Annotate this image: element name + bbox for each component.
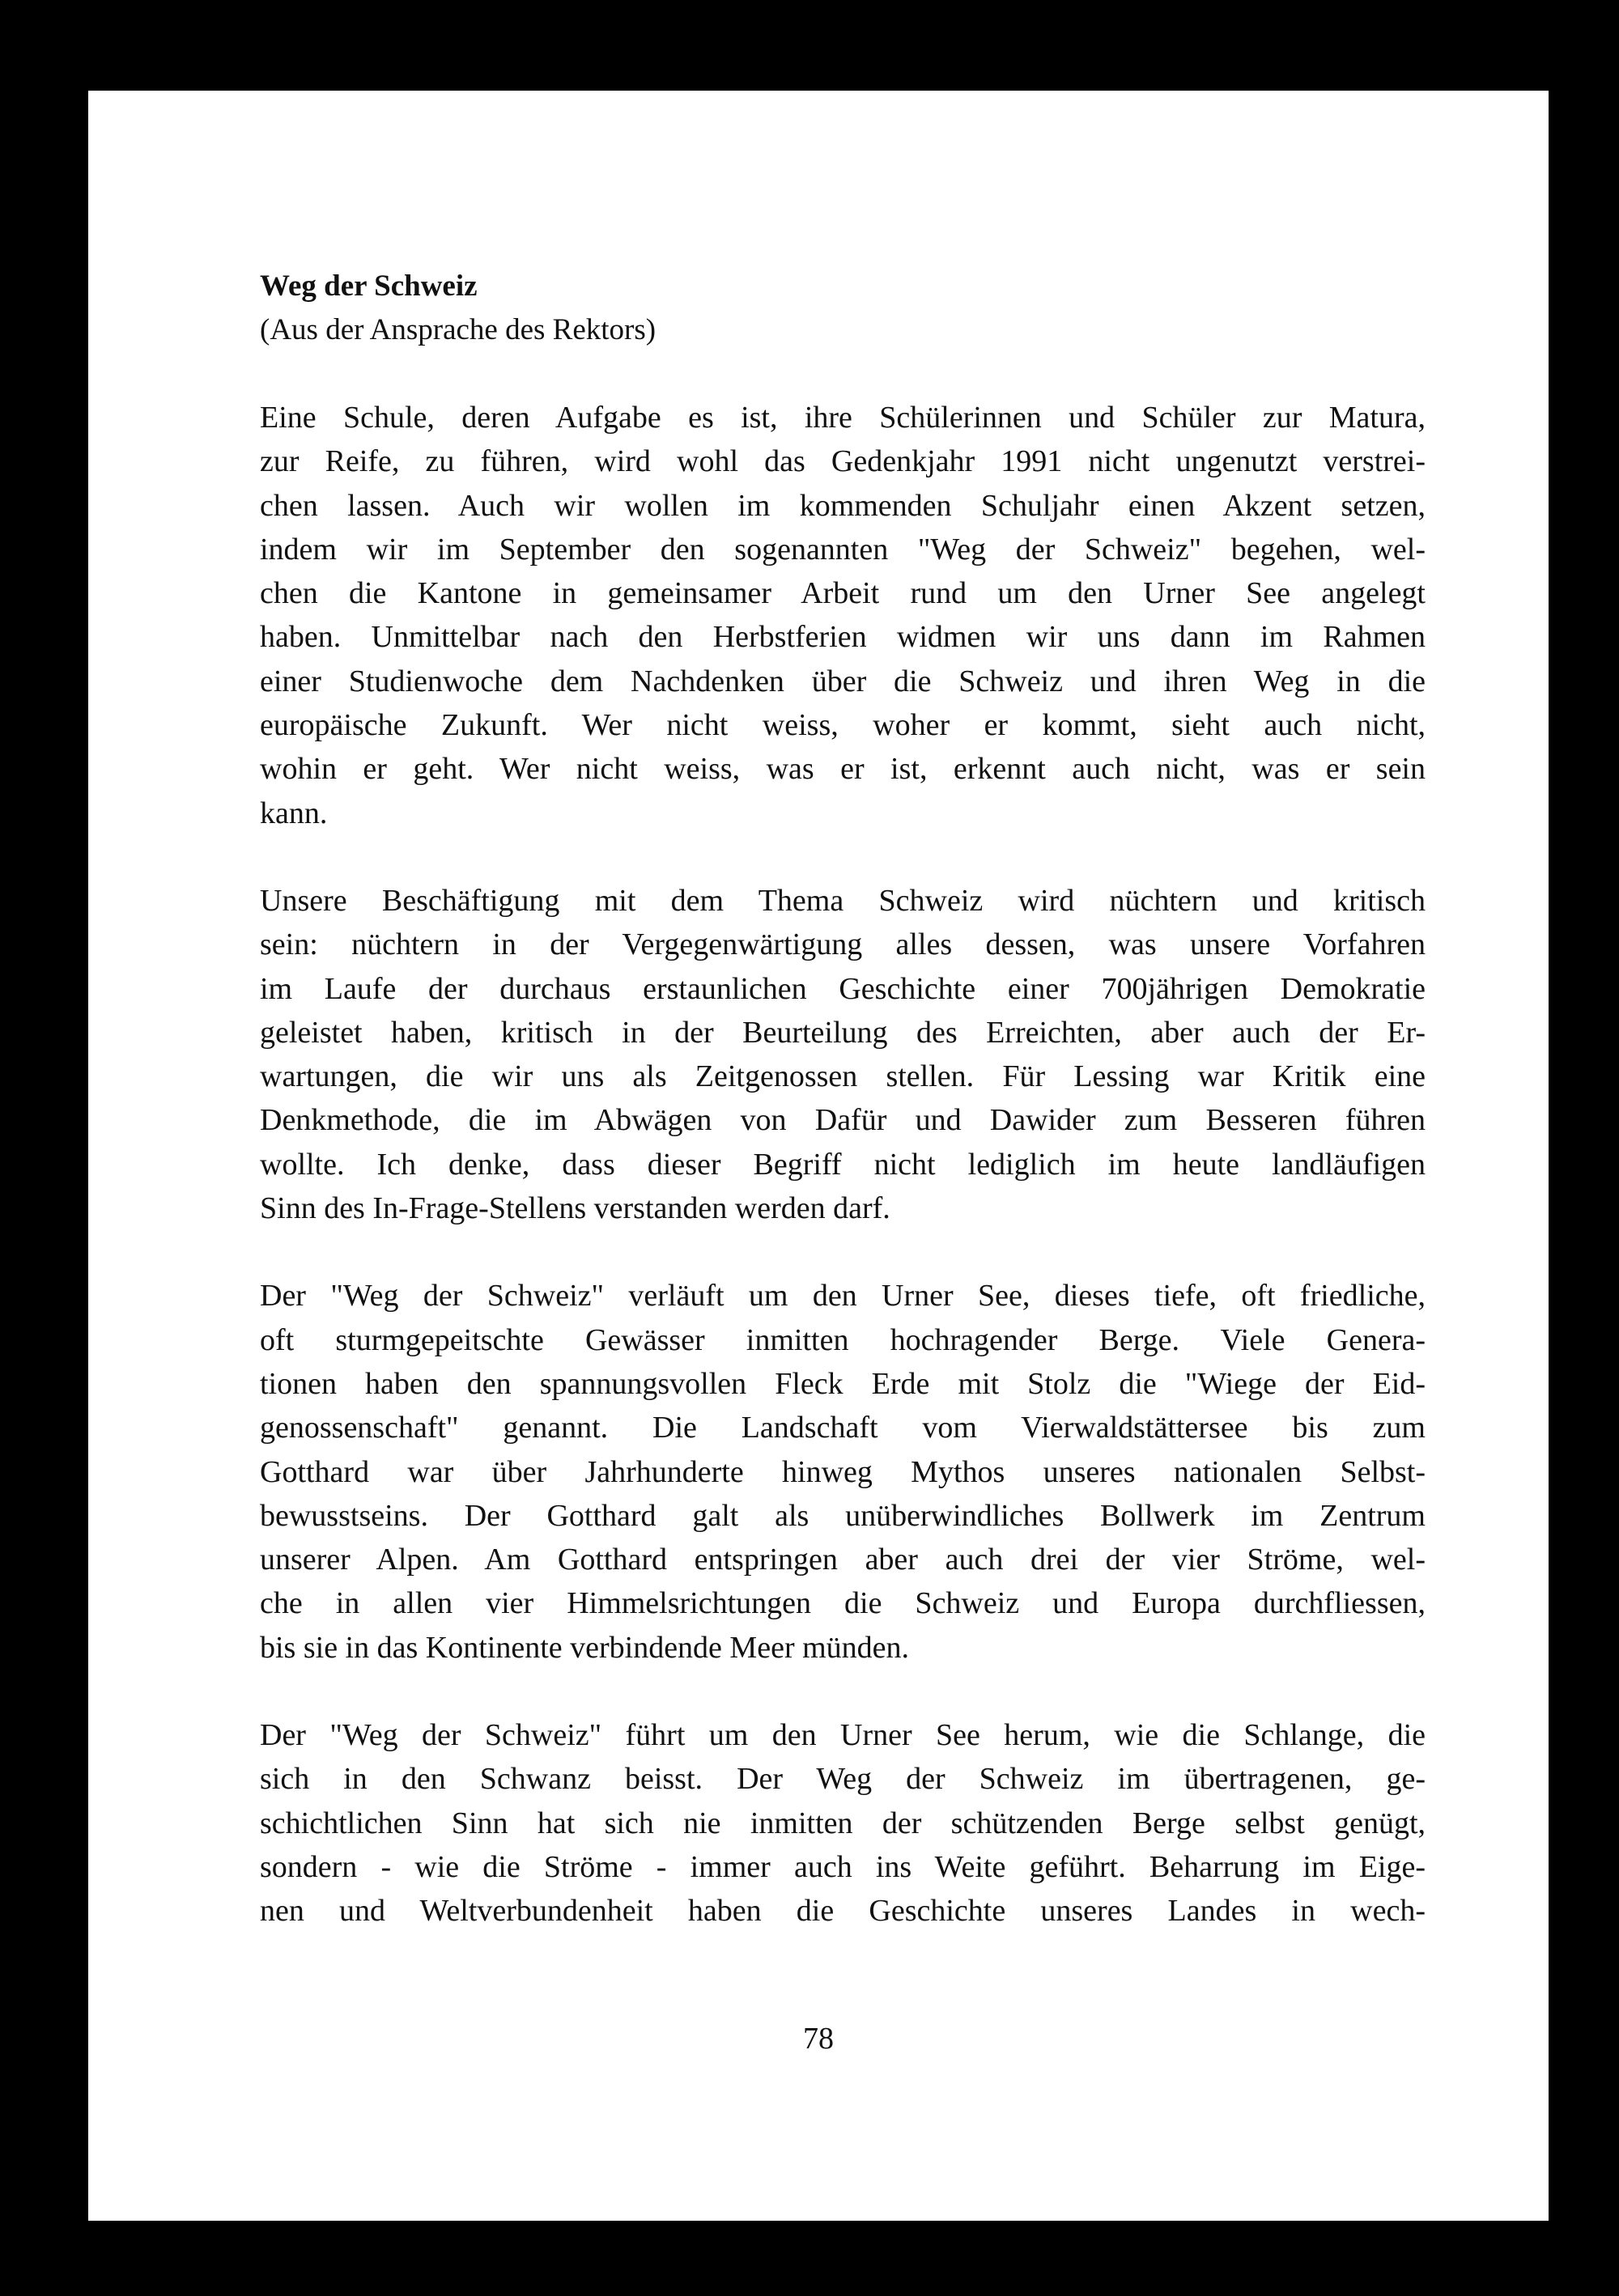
- text-line: genossenschaft" genannt. Die Landschaft vom Vierwaldstättersee bis zum: [260, 1411, 1426, 1445]
- text-line: geleistet haben, kritisch in der Beurteilung des Erreichten, aber auch der Er-: [260, 1015, 1426, 1050]
- paragraph-gap: [260, 1670, 1426, 1713]
- page-content: [260, 265, 1426, 1933]
- text-line: europäische Zukunft. Wer nicht weiss, woher er kommt, sieht auch nicht,: [260, 708, 1426, 743]
- text-line: schichtlichen Sinn hat sich nie inmitten der schützenden Berge selbst genügt,: [260, 1806, 1426, 1840]
- text-line: bis sie in das Kontinente verbindende Meer münden.: [260, 1630, 910, 1665]
- document-title: Weg der Schweiz: [260, 269, 478, 303]
- paragraph: [260, 1713, 1426, 1933]
- text-line: chen lassen. Auch wir wollen im kommenden Schuljahr einen Akzent setzen,: [260, 488, 1426, 523]
- text-line: Sinn des In-Frage-Stellens verstanden werden darf.: [260, 1191, 890, 1226]
- text-line: sein: nüchtern in der Vergegenwärtigung alles dessen, was unsere Vorfahren: [260, 927, 1426, 962]
- text-line: wohin er geht. Wer nicht weiss, was er ist, erkennt auch nicht, was er sein: [260, 752, 1426, 787]
- text-line: einer Studienwoche dem Nachdenken über die Schweiz und ihren Weg in die: [260, 664, 1426, 698]
- text-line: sondern - wie die Ströme - immer auch ins Weite geführt. Beharrung im Eige-: [260, 1849, 1426, 1884]
- text-line: Denkmethode, die im Abwägen von Dafür und Dawider zum Besseren führen: [260, 1103, 1426, 1138]
- spacer: [260, 352, 1426, 396]
- text-line: Der "Weg der Schweiz" führt um den Urner See herum, wie die Schlange, die: [260, 1718, 1426, 1753]
- text-line: Unsere Beschäftigung mit dem Thema Schweiz wird nüchtern und kritisch: [260, 883, 1426, 918]
- text-line: unserer Alpen. Am Gotthard entspringen aber auch drei der vier Ströme, wel-: [260, 1543, 1426, 1577]
- text-line: oft sturmgepeitschte Gewässer inmitten hochragender Berge. Viele Genera-: [260, 1322, 1426, 1357]
- paragraph-gap: [260, 835, 1426, 879]
- text-line: Gotthard war über Jahrhunderte hinweg Mythos unseres nationalen Selbst-: [260, 1454, 1426, 1489]
- text-line: che in allen vier Himmelsrichtungen die Schweiz und Europa durchfliessen,: [260, 1586, 1426, 1621]
- text-line: nen und Weltverbundenheit haben die Geschichte unseres Landes in wech-: [260, 1894, 1426, 1929]
- text-line: zur Reife, zu führen, wird wohl das Gedenkjahr 1991 nicht ungenutzt verstrei-: [260, 444, 1426, 479]
- text-line: bewusstseins. Der Gotthard galt als unüberwindliches Bollwerk im Zentrum: [260, 1498, 1426, 1533]
- text-line: kann.: [260, 796, 328, 830]
- paragraph: [260, 396, 1426, 835]
- document-subtitle: (Aus der Ansprache des Rektors): [260, 313, 657, 346]
- text-line: wartungen, die wir uns als Zeitgenossen stellen. Für Lessing war Kritik eine: [260, 1059, 1426, 1094]
- text-line: wollte. Ich denke, dass dieser Begriff nicht lediglich im heute landläufigen: [260, 1147, 1426, 1182]
- text-line: Der "Weg der Schweiz" verläuft um den Urner See, dieses tiefe, oft friedliche,: [260, 1279, 1426, 1314]
- paragraph: [260, 879, 1426, 1230]
- text-line: im Laufe der durchaus erstaunlichen Geschichte einer 700jährigen Demokratie: [260, 971, 1426, 1006]
- body-text: [260, 396, 1426, 1933]
- document-page: [88, 91, 1549, 2221]
- text-line: haben. Unmittelbar nach den Herbstferien widmen wir uns dann im Rahmen: [260, 620, 1426, 655]
- text-line: sich in den Schwanz beisst. Der Weg der Schweiz im übertragenen, ge-: [260, 1762, 1426, 1797]
- page-number: 78: [803, 2022, 834, 2056]
- text-line: tionen haben den spannungsvollen Fleck Erde mit Stolz die "Wiege der Eid-: [260, 1366, 1426, 1401]
- paragraph: [260, 1274, 1426, 1670]
- text-line: chen die Kantone in gemeinsamer Arbeit rund um den Urner See angelegt: [260, 576, 1426, 611]
- text-line: indem wir im September den sogenannten "Weg der Schweiz" begehen, wel-: [260, 532, 1426, 567]
- text-line: Eine Schule, deren Aufgabe es ist, ihre Schülerinnen und Schüler zur Matura,: [260, 401, 1426, 435]
- paragraph-gap: [260, 1230, 1426, 1274]
